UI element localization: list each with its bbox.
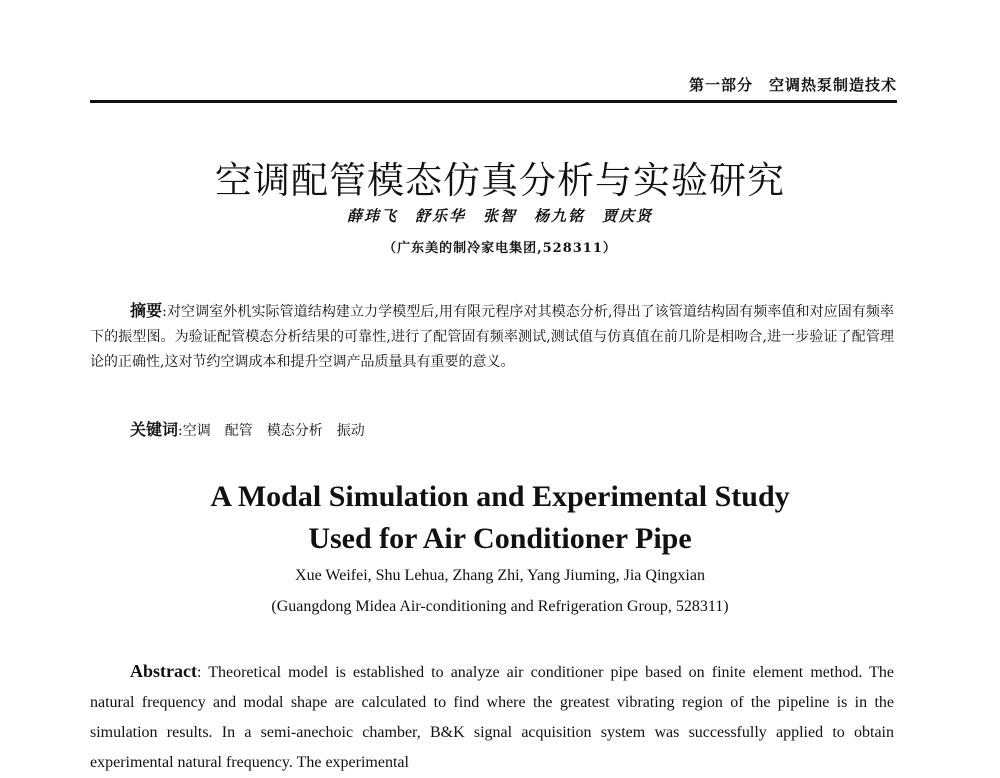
english-authors: Xue Weifei, Shu Lehua, Zhang Zhi, Yang Jiuming, Jia Qingxian [295,567,705,584]
section-title: 第一部分 空调热泵制造技术 [688,76,897,94]
english-affiliation: (Guangdong Midea Air-conditioning and Refrigeration Group, 528311) [271,598,729,615]
english-title-line-1: A Modal Simulation and Experimental Study [210,480,790,513]
chinese-affiliation: （广东美的制冷家电集团,528311） [383,241,617,256]
keyword: 空调 [182,423,211,439]
english-abstract-separator: : [196,664,202,681]
english-abstract-label: Abstract [130,661,197,681]
chinese-abstract-label: 摘要 [130,301,163,320]
chinese-authors: 薛玮飞 舒乐华 张智 杨九铭 贾庆贤 [346,207,653,225]
chinese-abstract-separator: : [162,304,167,320]
english-title-line-2: Used for Air Conditioner Pipe [308,522,692,555]
english-abstract-text: Theoretical model is established to analyze air conditioner pipe based on finite element method. The natural frequency and modal shape are calculated to find where the greatest vibrating region of the pipeline is in the simulation results. In a semi-anechoic chamber, B&K signal acquisition system was successfully applied to obtain experimental natural frequency. The experimental [90,664,894,771]
chinese-abstract-text: 对空调室外机实际管道结构建立力学模型后,用有限元程序对其模态分析,得出了该管道结构固有频率值和对应固有频率下的振型图。为验证配管模态分析结果的可靠性,进行了配管固有频率测试,测试值与仿真值在前几阶是相吻合,进一步验证了配管理论的正确性,这对节约空调成本和提升空调产品质量具有重要的意义。 [90,304,894,370]
chinese-keywords-separator: : [178,423,183,439]
keyword: 模态分析 [266,423,323,439]
chinese-title: 空调配管模态仿真分析与实验研究 [215,159,785,202]
chinese-keywords [130,417,379,440]
keyword: 配管 [224,423,253,439]
chinese-keywords-label: 关键词 [130,420,179,439]
english-title [0,476,1000,560]
chinese-abstract [90,298,894,375]
keyword: 振动 [336,423,365,439]
header-rule [90,100,897,103]
